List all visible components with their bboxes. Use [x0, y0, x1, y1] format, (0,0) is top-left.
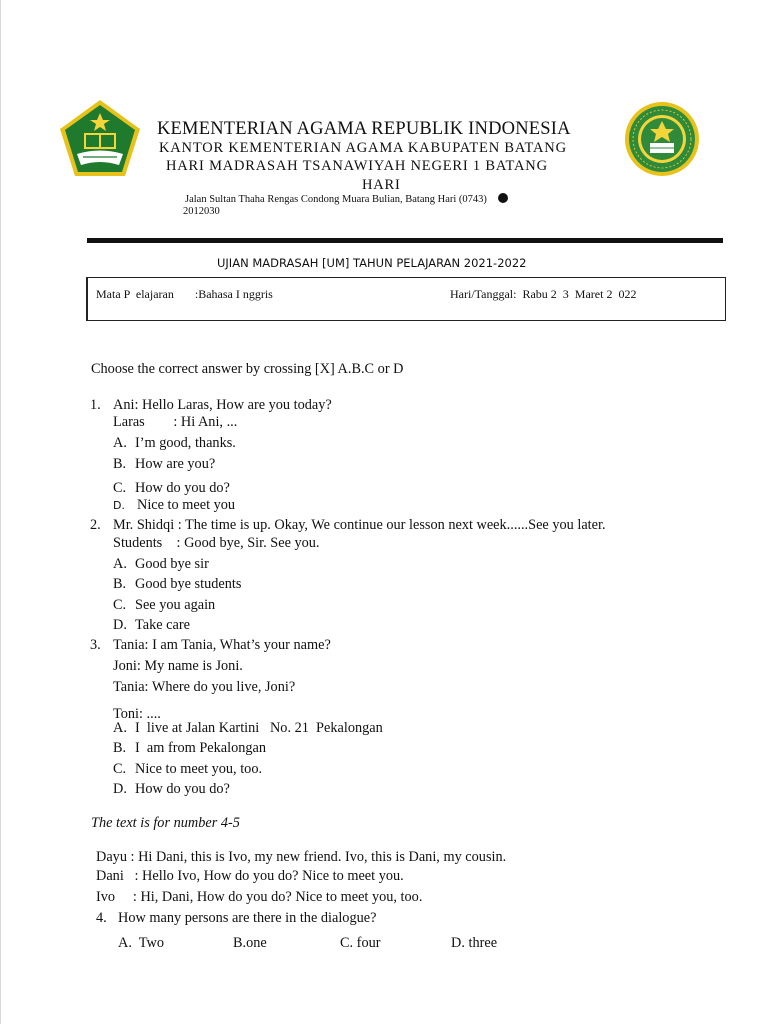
madrasah-logo-icon [624, 101, 700, 177]
option-text[interactable]: I’m good, thanks. [135, 435, 236, 451]
question-line: Laras : Hi Ani, ... [113, 414, 238, 430]
option-text[interactable]: Good bye sir [135, 556, 209, 572]
option-letter[interactable]: B. [113, 456, 127, 472]
school-title: HARI MADRASAH TSANAWIYAH NEGERI 1 BATANG [166, 158, 548, 174]
dialogue-line: Ivo : Hi, Dani, How do you do? Nice to meet you, too. [96, 889, 423, 905]
question-line: Tania: Where do you live, Joni? [113, 679, 296, 695]
option-letter[interactable]: B. [113, 576, 127, 592]
option-letter[interactable]: A. [113, 435, 127, 451]
question-line: Mr. Shidqi : The time is up. Okay, We continue our lesson next week......See you later. [113, 517, 606, 533]
passage-heading: The text is for number 4-5 [91, 815, 240, 831]
question-line: How many persons are there in the dialogue? [118, 910, 377, 926]
option-text[interactable]: Nice to meet you, too. [135, 761, 263, 777]
question-number: 4. [96, 910, 107, 926]
option-c[interactable]: C. four [340, 935, 381, 951]
question-line: Tania: I am Tania, What’s your name? [113, 637, 331, 653]
dialogue-line: Dani : Hello Ivo, How do you do? Nice to meet you. [96, 868, 404, 884]
cursor-blob-icon [497, 192, 509, 204]
header-divider [87, 238, 723, 243]
date-field: Hari/Tanggal: Rabu 2 3 Maret 2 022 [450, 287, 637, 301]
option-text[interactable]: Good bye students [135, 576, 242, 592]
option-a[interactable]: A. Two [118, 935, 164, 951]
question-number: 3. [90, 637, 101, 653]
kemenag-logo-icon [59, 99, 141, 177]
dialogue-line: Dayu : Hi Dani, this is Ivo, my new friend. Ivo, this is Dani, my cousin. [96, 849, 507, 865]
option-text[interactable]: How are you? [135, 456, 216, 472]
question-line: Toni: .... [113, 706, 161, 722]
option-text[interactable]: I am from Pekalongan [135, 740, 267, 756]
option-text[interactable]: Nice to meet you [137, 497, 236, 513]
option-text[interactable]: I live at Jalan Kartini No. 21 Pekalongan [135, 720, 383, 736]
option-letter[interactable]: D. [113, 499, 125, 512]
school-address: Jalan Sultan Thaha Rengas Condong Muara Bulian, Batang Hari (0743) [185, 194, 487, 205]
option-letter[interactable]: C. [113, 597, 127, 613]
question-line: Ani: Hello Laras, How are you today? [113, 397, 332, 413]
office-title: KANTOR KEMENTERIAN AGAMA KABUPATEN BATANG [159, 140, 567, 156]
option-letter[interactable]: C. [113, 480, 127, 496]
option-text[interactable]: See you again [135, 597, 216, 613]
exam-title: UJIAN MADRASAH [UM] TAHUN PELAJARAN 2021-2022 [217, 256, 527, 270]
option-letter[interactable]: A. [113, 720, 127, 736]
school-phone-continuation: 2012030 [183, 206, 220, 217]
option-letter[interactable]: D. [113, 617, 127, 633]
question-number: 2. [90, 517, 101, 533]
question-line: Students : Good bye, Sir. See you. [113, 535, 320, 551]
option-letter[interactable]: B. [113, 740, 127, 756]
option-letter[interactable]: A. [113, 556, 127, 572]
question-number: 1. [90, 397, 101, 413]
option-d[interactable]: D. three [451, 935, 498, 951]
option-text[interactable]: Take care [135, 617, 190, 633]
ministry-title: KEMENTERIAN AGAMA REPUBLIK INDONESIA [157, 119, 571, 139]
option-letter[interactable]: C. [113, 761, 127, 777]
question-line: Joni: My name is Joni. [113, 658, 243, 674]
page-edge [0, 0, 1, 1024]
instruction-text: Choose the correct answer by crossing [X] A.B.C or D [91, 361, 404, 377]
subject-field: Mata P elajaran :Bahasa I nggris [96, 287, 273, 301]
option-text[interactable]: How do you do? [135, 480, 230, 496]
option-letter[interactable]: D. [113, 781, 127, 797]
option-text[interactable]: How do you do? [135, 781, 230, 797]
option-b[interactable]: B.one [233, 935, 267, 951]
school-title-continuation: HARI [362, 177, 401, 193]
